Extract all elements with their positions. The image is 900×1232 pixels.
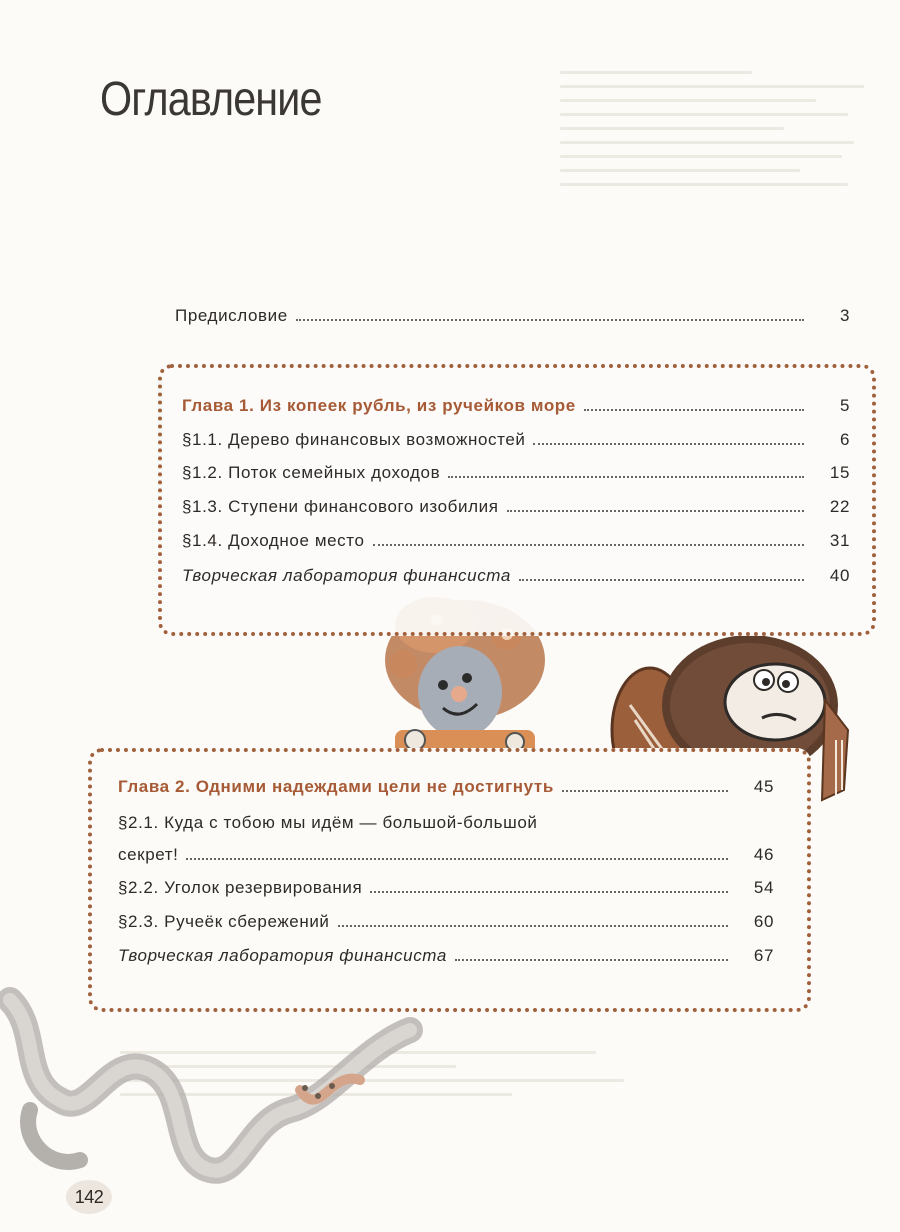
page-title: Оглавление [100,73,322,126]
toc-page-number: 15 [829,463,850,482]
toc-page-number: 67 [753,946,774,965]
show-through-text [560,60,880,197]
toc-entry-section-2-1[interactable] [118,845,774,865]
toc-page-number: 60 [753,912,774,931]
toc-entry-section-2-3[interactable] [118,912,774,932]
toc-page-number: 3 [839,306,850,325]
toc-entry-label: Предисловие [175,306,288,325]
toc-entry-label: секрет! [118,845,179,864]
toc-entry-section-2-2[interactable] [118,878,774,898]
toc-page-number: 54 [753,878,774,897]
dot-leader [562,790,728,792]
dot-leader [338,925,728,927]
toc-entry-section-1-1[interactable] [182,430,850,450]
dot-leader [584,409,804,411]
toc-page-number: 45 [753,777,774,796]
toc-page-number: 22 [829,497,850,516]
toc-entry-section-1-3[interactable] [182,497,850,517]
dot-leader [186,858,728,860]
toc-page-number: 31 [829,531,850,550]
toc-entry-label: §1.4. Доходное место [182,531,365,550]
toc-entry-label: §2.2. Уголок резервирования [118,878,363,897]
toc-entry-label: Творческая лаборатория финансиста [118,946,447,965]
toc-entry-section-1-2[interactable] [182,463,850,483]
dot-leader [533,443,804,445]
dot-leader [448,476,804,478]
dot-leader [519,579,804,581]
chapter-title: Глава 1. Из копеек рубль, из ручейков море [182,396,576,415]
toc-page-number: 46 [753,845,774,864]
toc-entry-preface[interactable] [175,306,850,326]
toc-entry-label: Творческая лаборатория финансиста [182,566,511,585]
chapter-title: Глава 2. Одними надеждами цели не достигнуть [118,777,554,796]
dot-leader [455,959,728,961]
toc-entry-chapter1[interactable] [182,396,850,416]
toc-entry-label: §2.3. Ручеёк сбережений [118,912,330,931]
toc-entry-lab-1[interactable] [182,566,850,586]
dot-leader [507,510,804,512]
toc-entry-label: §1.2. Поток семейных доходов [182,463,441,482]
toc-entry-chapter2[interactable] [118,777,774,797]
dot-leader [370,891,728,893]
toc-page-number: 5 [839,396,850,415]
toc-entry-label: §1.3. Ступени финансового изобилия [182,497,499,516]
toc-entry-label: §1.1. Дерево финансовых возможностей [182,430,526,449]
toc-entry-section-1-4[interactable] [182,531,850,551]
toc-page-number: 40 [829,566,850,585]
ribbon-illustration [0,990,440,1190]
toc-page-number: 6 [839,430,850,449]
toc-entry-lab-2[interactable] [118,946,774,966]
page-number-badge: 142 [66,1180,112,1214]
dot-leader [373,544,804,546]
toc-entry-section-2-1-line1[interactable]: §2.1. Куда с тобою мы идём — большой-большой [118,813,538,832]
dot-leader [296,319,804,321]
